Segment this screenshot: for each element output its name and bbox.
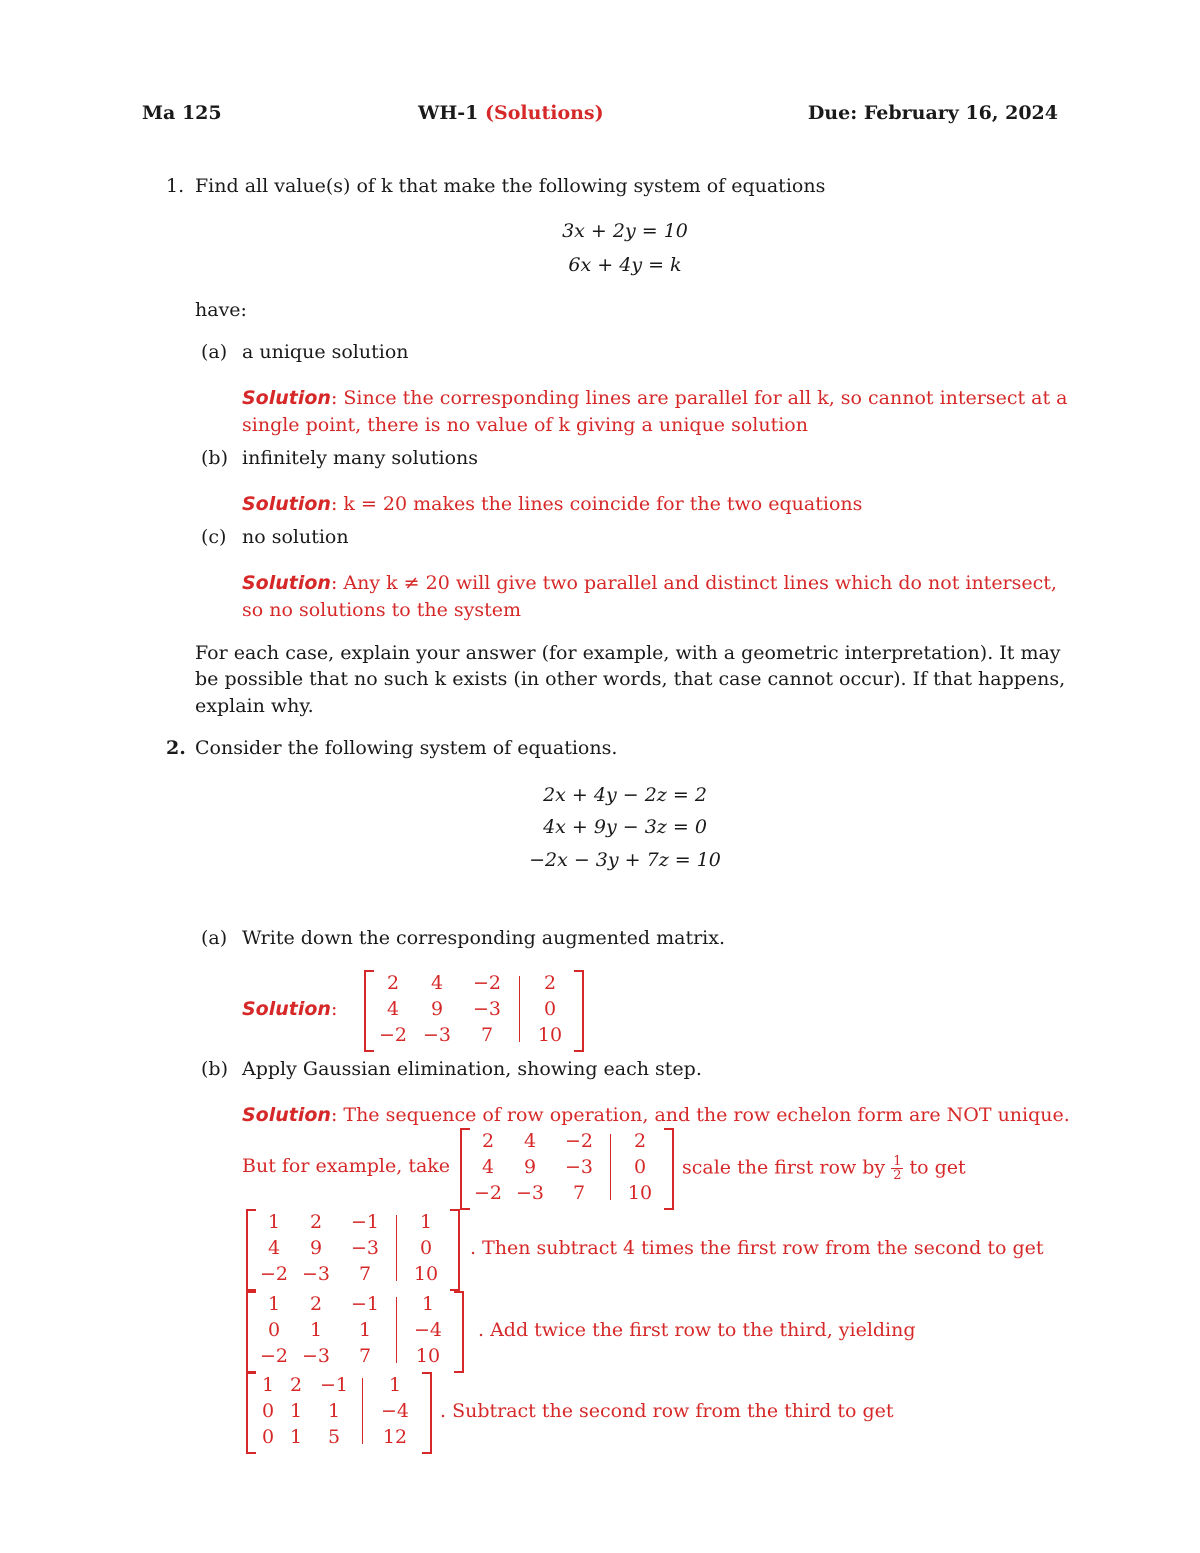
right-bracket [454, 1291, 464, 1373]
q2-part-b-text: Apply Gaussian elimination, showing each step. [242, 1058, 702, 1080]
augmented-divider [519, 976, 520, 1042]
matrix-cell: 2 [481, 1130, 495, 1152]
fraction-numerator: 1 [893, 1154, 902, 1169]
q2-part-a-text: Write down the corresponding augmented matrix. [242, 927, 726, 949]
q2-part-a-label: (a) [201, 927, 228, 949]
q1-part-c-solution-line-1 [242, 572, 1057, 594]
matrix-cell: 2 [289, 1374, 303, 1396]
solution-text: : k = 20 makes the lines coincide for the two equations [330, 493, 863, 515]
q1-equation-1: 3x + 2y = 10 [562, 220, 688, 242]
matrix-cell: 2 [543, 972, 557, 994]
matrix-cell: −3 [422, 1024, 451, 1046]
matrix-cell: 1 [267, 1293, 281, 1315]
fraction-denominator: 2 [893, 1168, 902, 1183]
q1-part-a-solution-line-1 [242, 387, 1068, 409]
matrix-cell: −3 [301, 1345, 330, 1367]
solution-label: Solution [242, 387, 331, 409]
matrix-cell: 0 [261, 1426, 275, 1448]
solution-colon: : [330, 998, 338, 1020]
matrix-cell: 4 [386, 998, 400, 1020]
scale-text: scale the first row by [682, 1156, 886, 1179]
q1-explain-line-2: be possible that no such k exists (in other words, that case cannot occur). If that happens, [195, 668, 1066, 690]
solution-text: : Any k ≠ 20 will give two parallel and distinct lines which do not intersect, [330, 572, 1057, 594]
matrix-step-0 [462, 1128, 672, 1206]
matrix-cell: 1 [358, 1319, 372, 1341]
q1-explain-line-3: explain why. [195, 695, 314, 717]
matrix-step-1 [248, 1209, 458, 1287]
right-bracket [574, 970, 584, 1052]
matrix-cell: 2 [633, 1130, 647, 1152]
matrix-cell: 4 [523, 1130, 537, 1152]
matrix-cell: −1 [350, 1293, 379, 1315]
q1-number: 1. [166, 175, 185, 197]
q1-part-c-label: (c) [201, 526, 227, 548]
augmented-divider [396, 1297, 397, 1363]
q2-equation-1: 2x + 4y − 2z = 2 [543, 784, 707, 806]
matrix-cell: 1 [289, 1426, 303, 1448]
augmented-divider [362, 1378, 363, 1444]
q1-part-a-solution-line-2: single point, there is no value of k giving a unique solution [242, 414, 808, 436]
left-bracket [364, 970, 374, 1052]
matrix-cell: 1 [419, 1211, 433, 1233]
matrix-cell: −2 [564, 1130, 593, 1152]
matrix-cell: 1 [267, 1211, 281, 1233]
q1-prompt: Find all value(s) of k that make the following system of equations [195, 175, 826, 197]
to-get-text: to get [909, 1156, 966, 1179]
matrix-cell: −2 [259, 1263, 288, 1285]
matrix-cell: 9 [523, 1156, 537, 1178]
matrix-cell: 4 [481, 1156, 495, 1178]
matrix-cell: 1 [327, 1400, 341, 1422]
augmented-divider [396, 1215, 397, 1281]
matrix-cell: 1 [309, 1319, 323, 1341]
matrix-cell: 1 [289, 1400, 303, 1422]
left-bracket [246, 1372, 256, 1454]
q1-part-b-label: (b) [201, 447, 228, 469]
matrix-cell: −3 [350, 1237, 379, 1259]
course-name: Ma 125 [142, 102, 222, 124]
q1-explain-line-1: For each case, explain your answer (for example, with a geometric interpretation). It may [195, 642, 1061, 664]
matrix-cell: 4 [267, 1237, 281, 1259]
title-solutions: (Solutions) [485, 102, 604, 124]
matrix-cell: 1 [261, 1374, 275, 1396]
q2-prompt: Consider the following system of equations. [195, 737, 618, 759]
solution-label: Solution [242, 998, 331, 1020]
matrix-cell: 4 [430, 972, 444, 994]
right-bracket [664, 1128, 674, 1210]
solution-text: : Since the corresponding lines are parallel for all k, so cannot intersect at a [330, 387, 1068, 409]
matrix-cell: −2 [378, 1024, 407, 1046]
q2-part-b-label: (b) [201, 1058, 228, 1080]
matrix-cell: 9 [309, 1237, 323, 1259]
matrix-cell: 12 [382, 1426, 408, 1448]
step-2-text: . Add twice the first row to the third, yielding [478, 1319, 916, 1341]
matrix-cell: −4 [413, 1319, 442, 1341]
example-prefix: But for example, take [242, 1155, 451, 1177]
solution-label: Solution [242, 572, 331, 594]
left-bracket [246, 1209, 256, 1291]
matrix-cell: 7 [572, 1182, 586, 1204]
q2-number: 2. [166, 737, 186, 759]
example-suffix [682, 1155, 966, 1182]
right-bracket [450, 1209, 460, 1291]
matrix-cell: 5 [327, 1426, 341, 1448]
augmented-divider [610, 1134, 611, 1200]
solution-label: Solution [242, 1104, 331, 1126]
matrix-cell: 2 [309, 1211, 323, 1233]
q2-part-a-solution [242, 998, 337, 1020]
q2-equation-2: 4x + 9y − 3z = 0 [543, 816, 707, 838]
matrix-cell: 7 [480, 1024, 494, 1046]
q2-equation-3: −2x − 3y + 7z = 10 [529, 849, 721, 871]
matrix-cell: −3 [564, 1156, 593, 1178]
matrix-cell: −1 [350, 1211, 379, 1233]
matrix-cell: 7 [358, 1263, 372, 1285]
q1-part-c-solution-line-2: so no solutions to the system [242, 599, 522, 621]
q1-equation-2: 6x + 4y = k [568, 254, 682, 276]
matrix-cell: −2 [473, 1182, 502, 1204]
q1-part-c-text: no solution [242, 526, 349, 548]
matrix-cell: 10 [415, 1345, 441, 1367]
matrix-cell: 0 [267, 1319, 281, 1341]
right-bracket [422, 1372, 432, 1454]
q1-part-b-text: infinitely many solutions [242, 447, 479, 469]
matrix-cell: 10 [537, 1024, 563, 1046]
matrix-cell: 2 [386, 972, 400, 994]
q1-part-b-solution [242, 493, 862, 515]
matrix-step-3 [248, 1372, 430, 1450]
matrix-cell: −2 [472, 972, 501, 994]
matrix-cell: 9 [430, 998, 444, 1020]
matrix-cell: 1 [421, 1293, 435, 1315]
matrix-cell: 7 [358, 1345, 372, 1367]
matrix-cell: −1 [319, 1374, 348, 1396]
matrix-cell: −3 [472, 998, 501, 1020]
matrix-cell: 0 [633, 1156, 647, 1178]
left-bracket [246, 1291, 256, 1373]
matrix-cell: −3 [301, 1263, 330, 1285]
step-3-text: . Subtract the second row from the third to get [440, 1400, 894, 1422]
due-date: Due: February 16, 2024 [807, 102, 1058, 124]
matrix-cell: 2 [309, 1293, 323, 1315]
q2-part-b-solution-line [242, 1104, 1070, 1126]
augmented-matrix [366, 970, 582, 1048]
left-bracket [460, 1128, 470, 1210]
q1-have: have: [195, 299, 247, 321]
one-half-fraction [891, 1155, 903, 1182]
matrix-cell: −2 [259, 1345, 288, 1367]
matrix-cell: 10 [413, 1263, 439, 1285]
matrix-cell: −3 [515, 1182, 544, 1204]
matrix-cell: 10 [627, 1182, 653, 1204]
matrix-cell: 0 [419, 1237, 433, 1259]
matrix-cell: 0 [261, 1400, 275, 1422]
matrix-cell: −4 [380, 1400, 409, 1422]
matrix-cell: 0 [543, 998, 557, 1020]
matrix-cell: 1 [388, 1374, 402, 1396]
solution-label: Solution [242, 493, 331, 515]
matrix-step-2 [248, 1291, 462, 1369]
q1-part-a-text: a unique solution [242, 341, 409, 363]
q1-part-a-label: (a) [201, 341, 228, 363]
assignment-title [418, 102, 604, 124]
solution-text: : The sequence of row operation, and the row echelon form are NOT unique. [330, 1104, 1070, 1126]
step-1-text: . Then subtract 4 times the first row from the second to get [470, 1237, 1044, 1259]
title-prefix: WH-1 [418, 102, 479, 124]
